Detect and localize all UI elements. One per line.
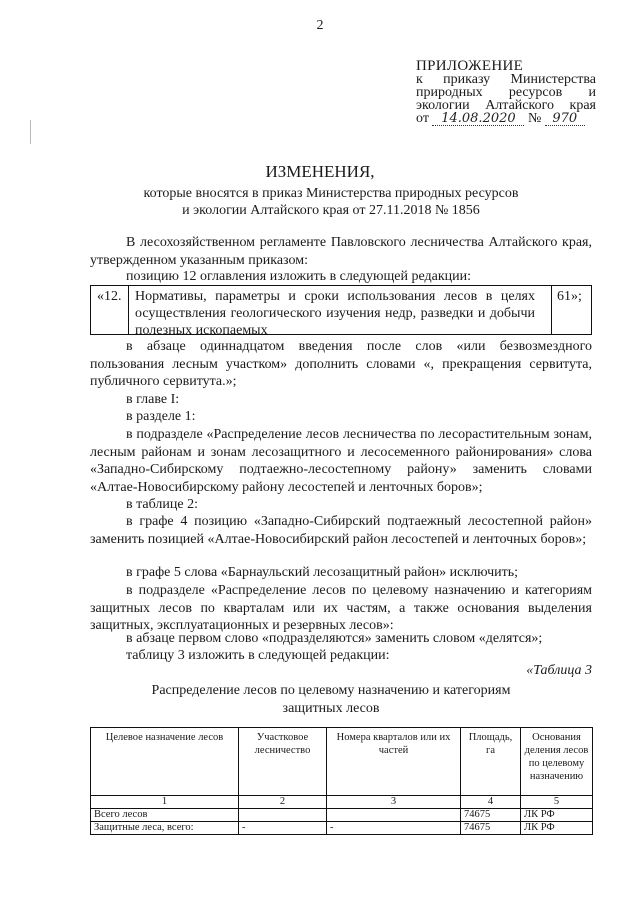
table-label: «Таблица 3 (526, 663, 592, 678)
document-title: ИЗМЕНЕНИЯ, (265, 162, 375, 181)
number-prefix: № (527, 111, 542, 126)
header-district: Участковое лесничество (239, 728, 327, 796)
subtitle-line-1: которые вносятся в приказ Министерства природных ресурсов (143, 186, 519, 201)
column-number: 2 (239, 796, 327, 809)
column-number: 5 (521, 796, 593, 809)
header-basis: Основания деления лесов по целевому назначению (521, 728, 593, 796)
caption-line-2: защитных лесов (282, 701, 380, 716)
paragraph-column4: в графе 4 позицию «Западно-Сибирский подтаежный лесостепной район» заменить позицией «Алтае-Новосибирский район лесостепей и ленточных боров»; (90, 514, 592, 547)
subtitle-line-2: и экологии Алтайского края от 27.11.2018 № 1856 (182, 203, 480, 218)
page-number: 2 (316, 18, 324, 33)
cell-quarters (327, 809, 461, 822)
paragraph-table2: в таблице 2: (126, 497, 198, 512)
cell-purpose: Всего лесов (91, 809, 239, 822)
toc-page: 61»; (557, 289, 582, 304)
toc-row (90, 285, 592, 338)
date-prefix: от (416, 111, 429, 126)
paragraph-chapter: в главе I: (126, 392, 180, 407)
appendix-line-1: к приказу Министерства (416, 72, 596, 87)
intro-paragraph: В лесохозяйственном регламенте Павловского лесничества Алтайского края, утвержденном указанным приказом: (90, 235, 592, 268)
column-number: 1 (91, 796, 239, 809)
column-number: 4 (461, 796, 521, 809)
toc-text: Нормативы, параметры и сроки использования лесов в целях осуществления геологического изучения недр, разведки и добычи полезных ископаемых (135, 289, 535, 338)
paragraph-first-abzac: в абзаце первом слово «подразделяются» заменить словом «делятся»; (126, 631, 543, 646)
appendix-line-2: природных ресурсов и (416, 85, 596, 100)
paragraph-introduction-change: в абзаце одиннадцатом введения после слов «или безвозмездного пользования лесным участком» дополнить словами «, прекращения сервитута, публичного сервитута.»; (90, 339, 592, 389)
paragraph-subsection-zones: в подразделе «Распределение лесов лесничества по лесорастительным зонам, лесным районам и зонам лесозащитного и лесосеменного районирования» слова «Западно-Сибирскому подтаежно-лесостепному району» заменить словами «Алтае-Новосибирскому району лесостепей и ленточных боров»; (90, 427, 592, 495)
cell-area: 74675 (461, 809, 521, 822)
cell-quarters: - (327, 822, 461, 835)
paragraph-section: в разделе 1: (126, 409, 196, 424)
cell-district: - (239, 822, 327, 835)
table-column-numbers (91, 796, 593, 809)
cell-purpose: Защитные леса, всего: (91, 822, 239, 835)
header-area: Площадь, га (461, 728, 521, 796)
cell-basis: ЛК РФ (521, 822, 593, 835)
appendix-title: ПРИЛОЖЕНИЕ (416, 58, 524, 74)
toc-number: «12. (97, 289, 122, 304)
order-number: 970 (545, 112, 585, 126)
table-row (91, 822, 593, 835)
table-caption (96, 682, 566, 718)
paragraph-table3-instruction: таблицу 3 изложить в следующей редакции: (126, 648, 390, 663)
cell-basis: ЛК РФ (521, 809, 593, 822)
forest-distribution-table (90, 727, 593, 835)
toc-divider (551, 286, 552, 334)
caption-line-1: Распределение лесов по целевому назначению и категориям (151, 683, 511, 698)
appendix-date-line (416, 112, 596, 126)
toc-instruction: позицию 12 оглавления изложить в следующей редакции: (126, 269, 472, 284)
document-subtitle (96, 185, 566, 219)
table-row (91, 809, 593, 822)
appendix-line-3: экологии Алтайского края (416, 98, 596, 113)
header-quarters: Номера кварталов или их частей (327, 728, 461, 796)
appendix-block (416, 60, 596, 126)
column-number: 3 (327, 796, 461, 809)
table-header-row (91, 728, 593, 796)
cell-area: 74675 (461, 822, 521, 835)
toc-divider (128, 286, 129, 334)
cell-district (239, 809, 327, 822)
header-purpose: Целевое назначение лесов (91, 728, 239, 796)
order-date: 14.08.2020 (432, 112, 524, 126)
margin-mark (30, 120, 31, 144)
paragraph-column5: в графе 5 слова «Барнаульский лесозащитный район» исключить; (126, 565, 519, 580)
paragraph-subsection-purpose: в подразделе «Распределение лесов по целевому назначению и категориям защитных лесов по кварталам или их частям, а также основания выделения защитных, эксплуатационных и резервных лесов»: (90, 583, 592, 633)
